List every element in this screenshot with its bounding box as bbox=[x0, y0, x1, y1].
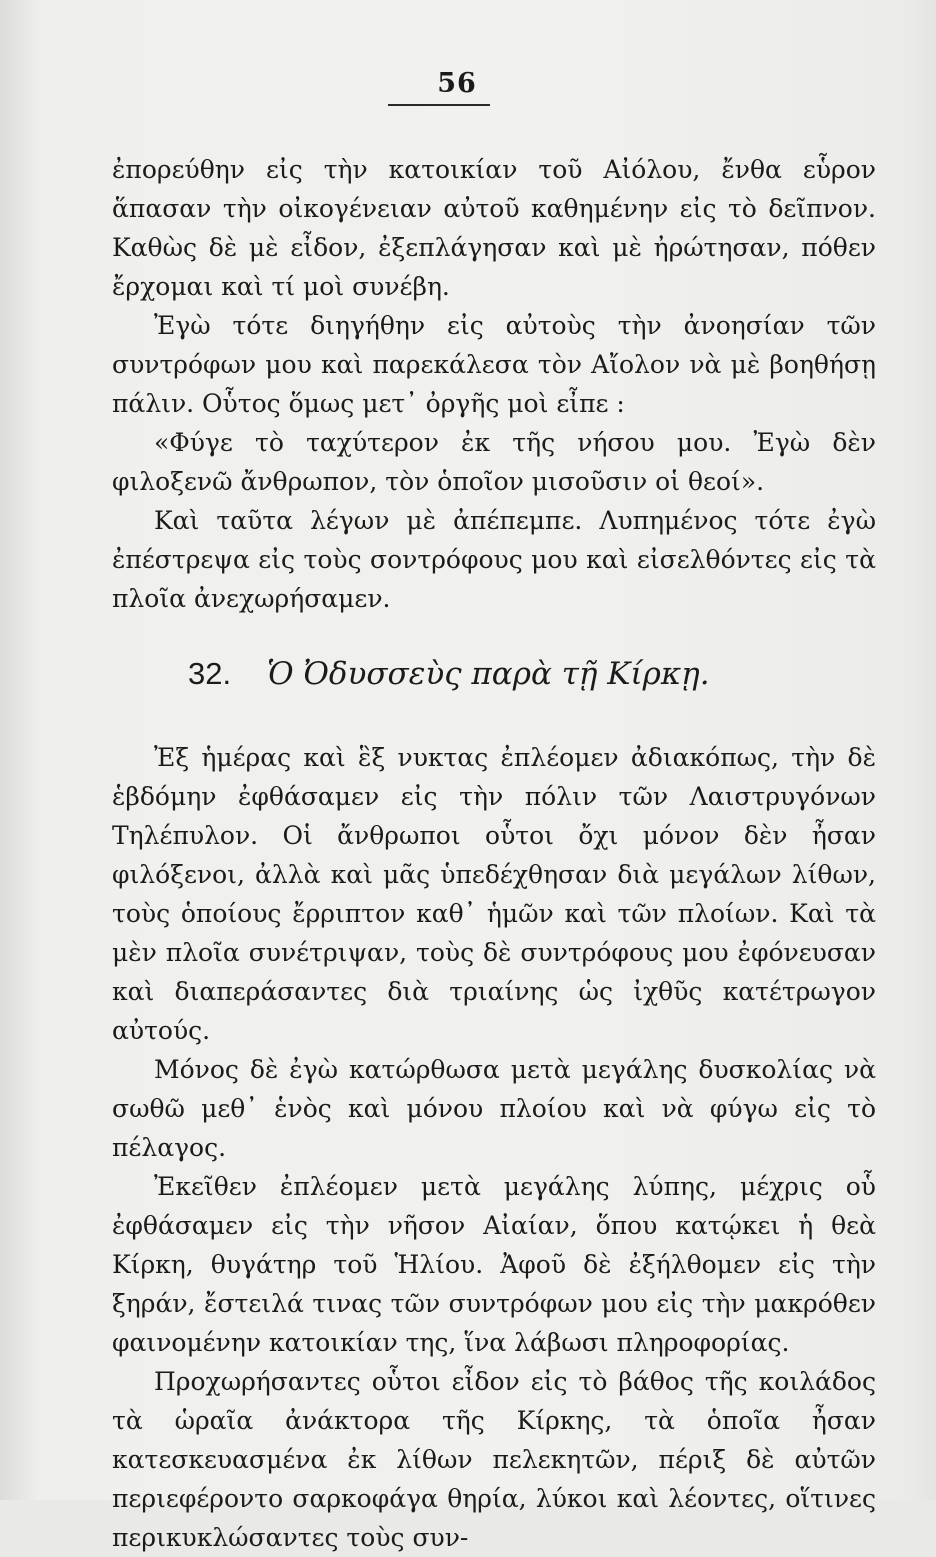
paragraph: ἐπορεύθην εἰς τὴν κατοικίαν τοῦ Αἰόλου, ἔνθα εὗρον ἅπασαν τὴν οἰκογένειαν αὐτοῦ καθημένην εἰς τὸ δεῖπνον. Καθὼς δὲ μὲ εἶδον, ἐξεπλάγησαν καὶ μὲ ἠρώτησαν, πόθεν ἔρχομαι καὶ τί μοὶ συνέβη. bbox=[112, 155, 876, 301]
section-text bbox=[112, 738, 876, 1557]
paragraph: Ἐκεῖθεν ἐπλέομεν μετὰ μεγάλης λύπης, μέχρις οὗ ἐφθάσαμεν εἰς τὴν νῆσον Αἰαίαν, ὅπου κατῴκει ἡ θεὰ Κίρκη, θυγάτηρ τοῦ Ἡλίου. Ἀφοῦ δὲ ἐξήλθομεν εἰς τὴν ξηράν, ἔστειλά τινας τῶν συντρόφων μου εἰς τὴν μακρόθεν φαινομένην κατοικίαν της, ἵνα λάβωσι πληροφορίας. bbox=[112, 1172, 876, 1357]
opening-text bbox=[112, 150, 876, 618]
section-heading bbox=[188, 652, 808, 696]
page-number-rule bbox=[388, 104, 490, 106]
section-title: Ὁ Ὀδυσσεὺς παρὰ τῇ Κίρκῃ. bbox=[266, 656, 710, 692]
paragraph: Ἐγὼ τότε διηγήθην εἰς αὐτοὺς τὴν ἀνοησίαν τῶν συντρόφων μου καὶ παρεκάλεσα τὸν Αἴολον νὰ μὲ βοηθήσῃ πάλιν. Οὗτος ὅμως μετ᾽ ὀργῆς μοὶ εἶπε : bbox=[112, 311, 876, 418]
paragraph: Καὶ ταῦτα λέγων μὲ ἀπέπεμπε. Λυπημένος τότε ἐγὼ ἐπέστρεψα εἰς τοὺς σοντρόφους μου καὶ εἰσελθόντες εἰς τὰ πλοῖα ἀνεχωρήσαμεν. bbox=[112, 506, 876, 613]
quoted-speech: «Φύγε τὸ ταχύτερον ἐκ τῆς νήσου μου. Ἐγὼ δὲν φιλοξενῶ ἄνθρωπον, τὸν ὁποῖον μισοῦσιν οἱ θεοί». bbox=[112, 428, 876, 496]
paragraph: Ἐξ ἡμέρας καὶ ἓξ νυκτας ἐπλέομεν ἀδιακόπως, τὴν δὲ ἑβδόμην ἐφθάσαμεν εἰς τὴν πόλιν τῶν Λαιστρυγόνων Τηλέπυλον. Οἱ ἄνθρωποι οὗτοι ὄχι μόνον δὲν ἦσαν φιλόξενοι, ἀλλὰ καὶ μᾶς ὑπεδέχθησαν διὰ μεγάλων λίθων, τοὺς ὁποίους ἔρριπτον καθ᾽ ἡμῶν καὶ τῶν πλοίων. Καὶ τὰ μὲν πλοῖα συνέτριψαν, τοὺς δὲ συντρόφους μου ἐφόνευσαν καὶ διαπεράσαντες διὰ τριαίνης ὡς ἰχθῦς κατέτρωγον αὐτούς. bbox=[112, 743, 876, 1045]
page-number: 56 bbox=[437, 68, 477, 99]
paragraph: Μόνος δὲ ἐγὼ κατώρθωσα μετὰ μεγάλης δυσκολίας νὰ σωθῶ μεθ᾽ ἑνὸς καὶ μόνου πλοίου καὶ νὰ φύγω εἰς τὸ πέλαγος. bbox=[112, 1055, 876, 1162]
section-number: 32. bbox=[188, 656, 232, 691]
paragraph: Προχωρήσαντες οὗτοι εἶδον εἰς τὸ βάθος τῆς κοιλάδος τὰ ὡραῖα ἀνάκτορα τῆς Κίρκης, τὰ ὁποῖα ἦσαν κατεσκευασμένα ἐκ λίθων πελεκητῶν, πέριξ δὲ αὐτῶν περιεφέροντο σαρκοφάγα θηρία, λύκοι καὶ λέοντες, οἵτινες περικυκλώσαντες τοὺς συν- bbox=[112, 1367, 876, 1552]
